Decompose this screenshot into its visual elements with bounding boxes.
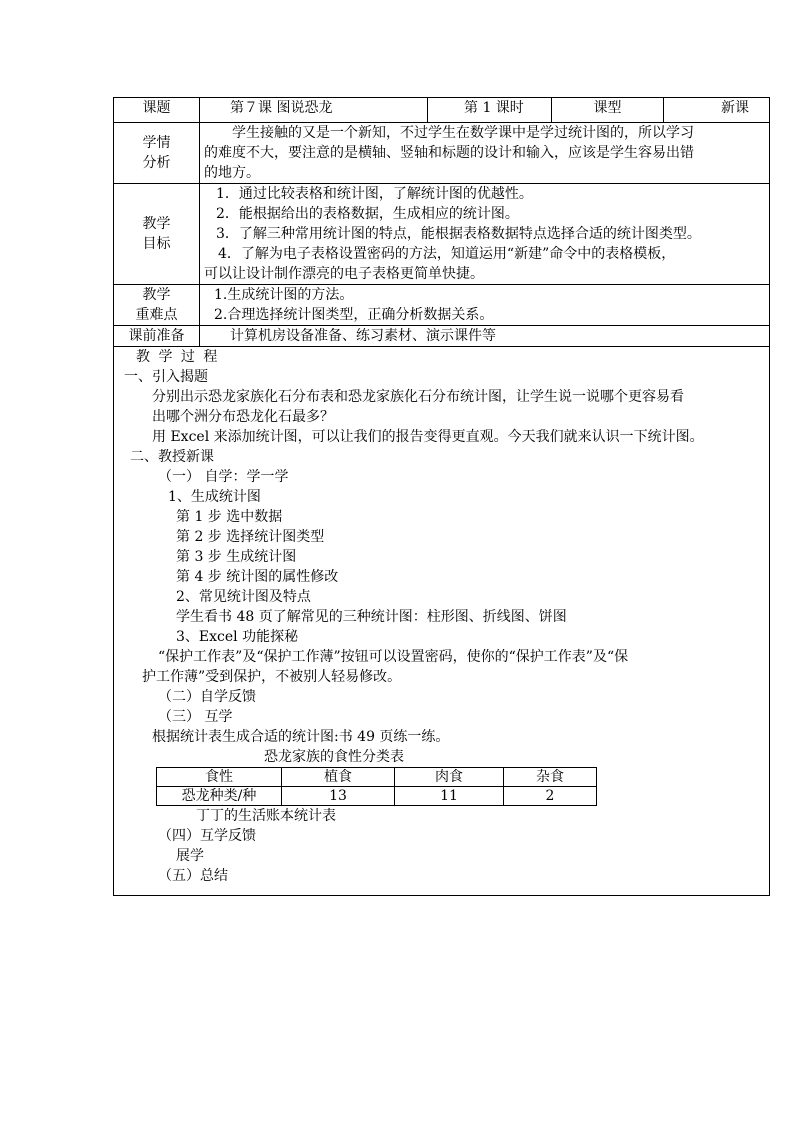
paragraph: 学生看书 48 页了解常见的三种统计图：柱形图、折线图、饼图 [176,609,567,625]
key-points-label: 教学 重难点 [114,285,200,326]
process-content [114,347,770,896]
step-item: 第 1 步 选中数据 [176,509,283,525]
section-heading: 一、引入揭题 [124,369,208,385]
preparation-content: 计算机房设备准备、练习素材、演示课件等 [200,326,770,347]
step-item: 第 4 步 统计图的属性修改 [176,569,339,585]
student-analysis-row [114,123,770,184]
paragraph: 展学 [176,848,204,864]
objectives-content [200,184,770,285]
table-caption: 丁丁的生活账本统计表 [196,808,336,824]
objective-item: 4．了解为电子表格设置密码的方法，知道运用“新建”命令中的表格模板， [218,246,676,262]
paragraph: 护工作薄”受到保护，不被别人轻易修改。 [142,669,402,685]
diet-table-cell: 2 [504,787,597,806]
item-heading: 3、Excel 功能探秘 [176,629,299,645]
preparation-label: 课前准备 [114,326,200,347]
item-heading: 1、生成统计图 [168,489,261,505]
objective-item: 3．了解三种常用统计图的特点，能根据表格数据特点选择合适的统计图类型。 [216,226,701,242]
objective-item: 1．通过比较表格和统计图，了解统计图的优越性。 [216,186,533,202]
step-item: 第 2 步 选择统计图类型 [176,529,325,545]
student-analysis-line: 的难度不大，要注意的是横轴、竖轴和标题的设计和输入，应该是学生容易出错 [204,145,694,161]
lesson-period: 第 1 课时 [428,98,552,123]
paragraph: “保护工作表”及“保护工作薄”按钮可以设置密码，使你的“保护工作表”及“保 [158,649,629,665]
header-row [114,98,770,123]
diet-table-cell: 11 [395,787,504,806]
step-item: 第 3 步 生成统计图 [176,549,297,565]
paragraph: 根据统计表生成合适的统计图:书 49 页练一练。 [152,729,450,745]
diet-table-cell: 恐龙种类/种 [157,787,282,806]
subsection-heading: （一） 自学：学一学 [158,469,289,485]
process-row [114,347,770,896]
subsection-heading: （四）互学反馈 [158,828,256,844]
diet-table-header-row [157,768,597,787]
objectives-row [114,184,770,285]
key-point-item: 1.生成统计图的方法。 [214,287,354,303]
lesson-plan [113,97,769,896]
paragraph: 用 Excel 来添加统计图，可以让我们的报告变得更直观。今天我们就来认识一下统计图。 [152,429,704,445]
section-heading: 二、教授新课 [130,449,214,465]
diet-table-cell: 13 [282,787,395,806]
objectives-label: 教学 目标 [114,184,200,285]
process-title: 教 学 过 程 [136,349,220,365]
key-points-content [200,285,770,326]
type-label: 课型 [552,98,664,123]
diet-table [156,767,597,806]
diet-table-header: 食性 [157,768,282,787]
item-heading: 2、常见统计图及特点 [176,589,311,605]
paragraph: 出哪个洲分布恐龙化石最多？ [152,409,334,425]
student-analysis-label: 学情 分析 [114,123,200,184]
key-points-row [114,285,770,326]
student-analysis-content [200,123,770,184]
diet-table-header: 杂食 [504,768,597,787]
subsection-heading: （五）总结 [158,868,228,884]
key-point-item: 2.合理选择统计图类型，正确分析数据关系。 [214,307,494,323]
paragraph: 分别出示恐龙家族化石分布表和恐龙家族化石分布统计图，让学生说一说哪个更容易看 [152,389,684,405]
table-caption: 恐龙家族的食性分类表 [264,749,404,765]
objective-item: 2．能根据给出的表格数据，生成相应的统计图。 [216,206,519,222]
type-value: 新课 [664,98,770,123]
objective-item: 可以让设计制作漂亮的电子表格更简单快捷。 [204,266,484,282]
subsection-heading: （二）自学反馈 [158,689,256,705]
diet-table-header: 肉食 [395,768,504,787]
lesson-label: 课题 [114,98,200,123]
diet-table-header: 植食 [282,768,395,787]
student-analysis-line: 的地方。 [204,165,260,181]
subsection-heading: （三） 互学 [158,709,233,725]
preparation-row [114,326,770,347]
diet-table-row [157,787,597,806]
student-analysis-line: 学生接触的又是一个新知，不过学生在数学课中是学过统计图的，所以学习 [232,125,694,141]
lesson-plan-table [113,97,770,896]
lesson-title: 第７课 图说恐龙 [200,98,428,123]
